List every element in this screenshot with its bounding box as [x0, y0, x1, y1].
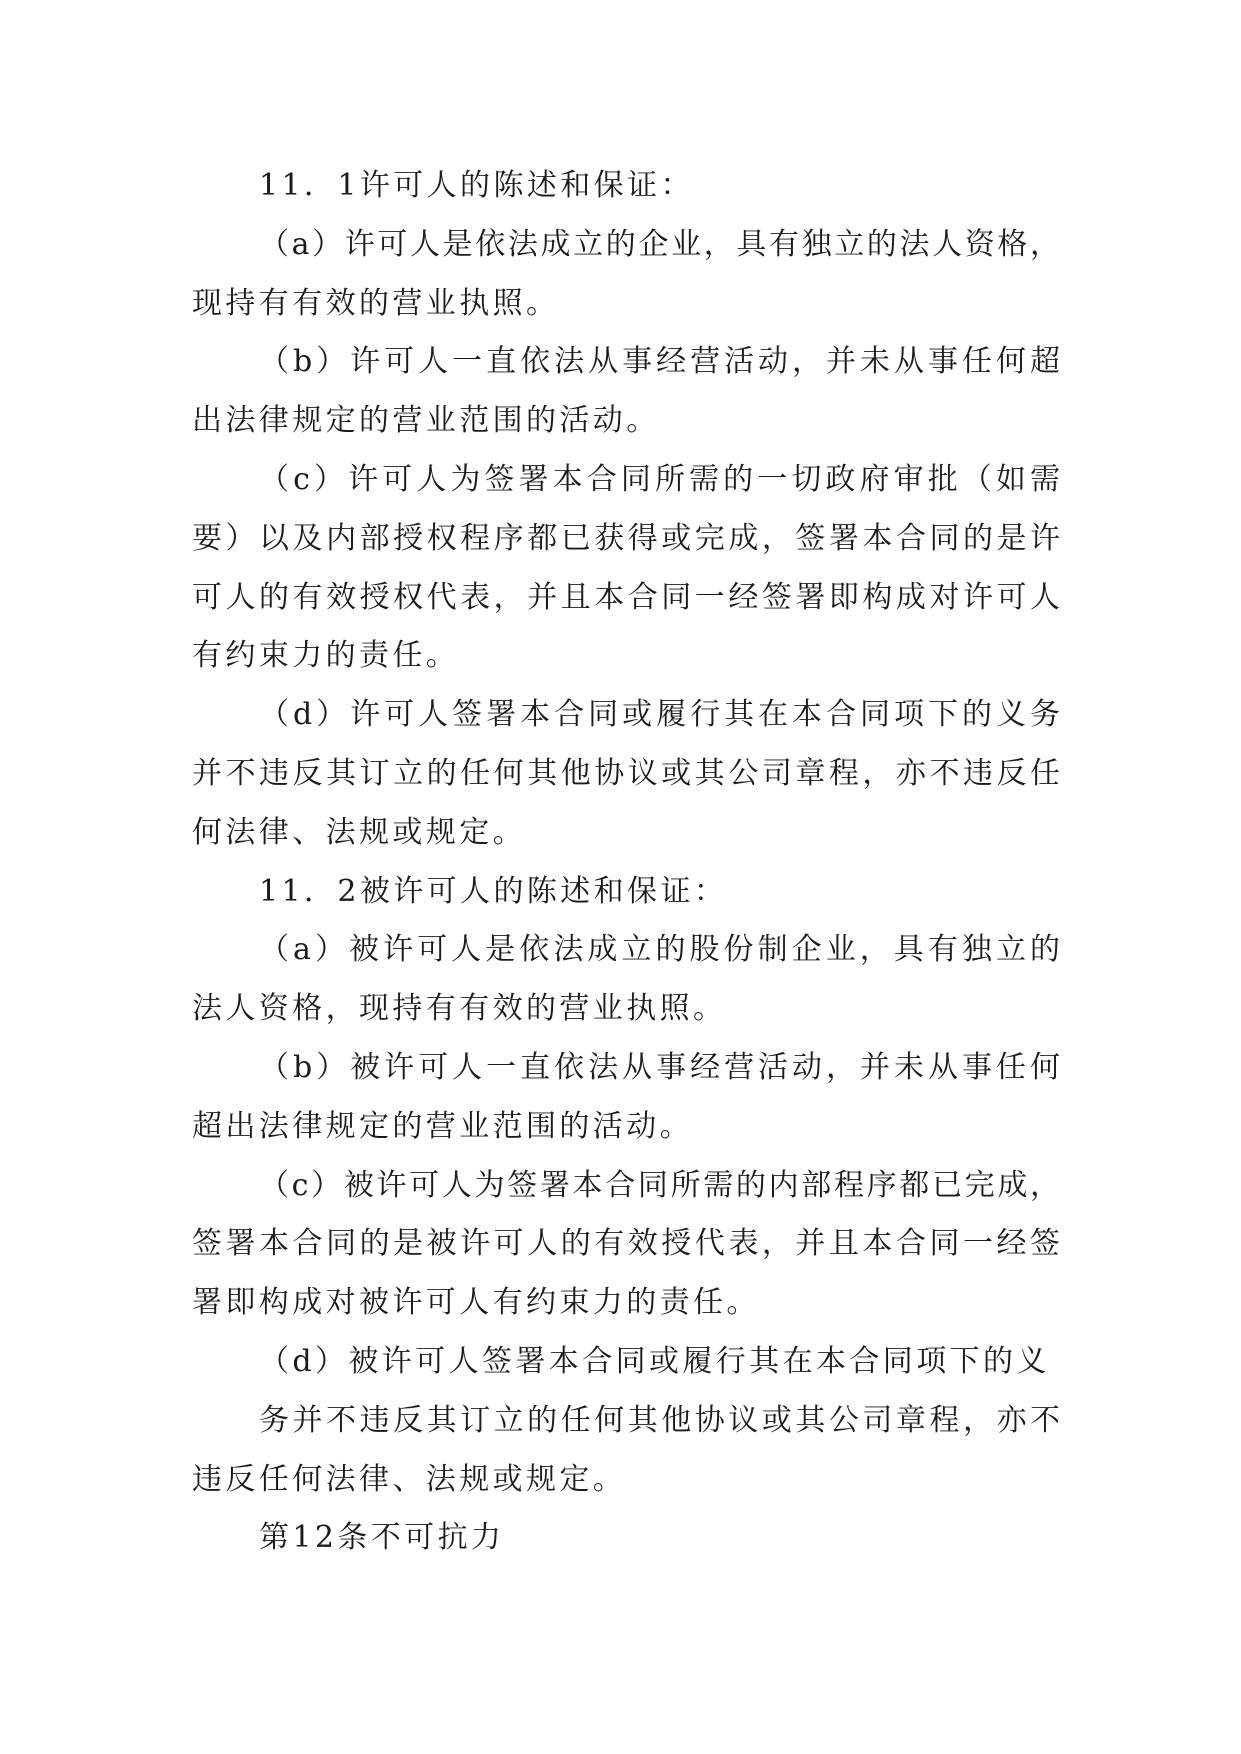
paragraph-11-2-b	[192, 1039, 1060, 1157]
section-heading-11-2	[192, 863, 1060, 922]
text-line: （c）许可人为签署本合同所需的一切政府审批（如需	[259, 461, 1060, 497]
article-heading-12	[192, 1509, 1060, 1568]
paragraph-11-1-b	[192, 333, 1060, 451]
text-line: 要）以及内部授权程序都已获得或完成，签署本合同的是许	[192, 520, 1060, 556]
text-line: 现持有有效的营业执照。	[192, 285, 560, 321]
paragraph-11-1-a	[192, 216, 1060, 334]
text-line: 有约束力的责任。	[192, 638, 460, 674]
paragraph-11-2-d	[192, 1333, 1060, 1392]
text-line: 第12条不可抗力	[259, 1520, 505, 1556]
text-line: 何法律、法规或规定。	[192, 814, 526, 850]
text-line: 署即构成对被许可人有约束力的责任。	[192, 1285, 760, 1321]
text-line: 务并不违反其订立的任何其他协议或其公司章程，亦不	[259, 1402, 1060, 1438]
paragraph-11-1-d	[192, 686, 1060, 862]
paragraph-11-2-c	[192, 1157, 1060, 1333]
text-line: 11．1许可人的陈述和保证：	[259, 168, 694, 203]
document-body	[192, 157, 1060, 1568]
text-line: 法人资格，现持有有效的营业执照。	[192, 991, 727, 1027]
text-line: 出法律规定的营业范围的活动。	[192, 403, 660, 439]
text-line: （b）许可人一直依法从事经营活动，并未从事任何超	[259, 344, 1060, 380]
text-line: 11．2被许可人的陈述和保证：	[259, 873, 728, 909]
text-line: （b）被许可人一直依法从事经营活动，并未从事任何	[259, 1049, 1060, 1085]
text-line: 超出法律规定的营业范围的活动。	[192, 1108, 693, 1144]
text-line: （c）被许可人为签署本合同所需的内部程序都已完成，	[259, 1167, 1060, 1203]
text-line: 违反任何法律、法规或规定。	[192, 1461, 627, 1497]
text-line: （a）被许可人是依法成立的股份制企业，具有独立的	[259, 932, 1060, 968]
paragraph-11-2-d-continued	[192, 1392, 1060, 1510]
text-line: 可人的有效授权代表，并且本合同一经签署即构成对许可人	[192, 579, 1060, 615]
text-line: （d）被许可人签署本合同或履行其在本合同项下的义	[259, 1343, 1050, 1379]
paragraph-11-2-a	[192, 921, 1060, 1039]
text-line: 签署本合同的是被许可人的有效授代表，并且本合同一经签	[192, 1226, 1060, 1262]
paragraph-11-1-c	[192, 451, 1060, 686]
section-heading-11-1	[192, 157, 1060, 216]
text-line: （a）许可人是依法成立的企业，具有独立的法人资格，	[259, 226, 1060, 262]
text-line: （d）许可人签署本合同或履行其在本合同项下的义务	[259, 697, 1060, 733]
text-line: 并不违反其订立的任何其他协议或其公司章程，亦不违反任	[192, 755, 1060, 791]
